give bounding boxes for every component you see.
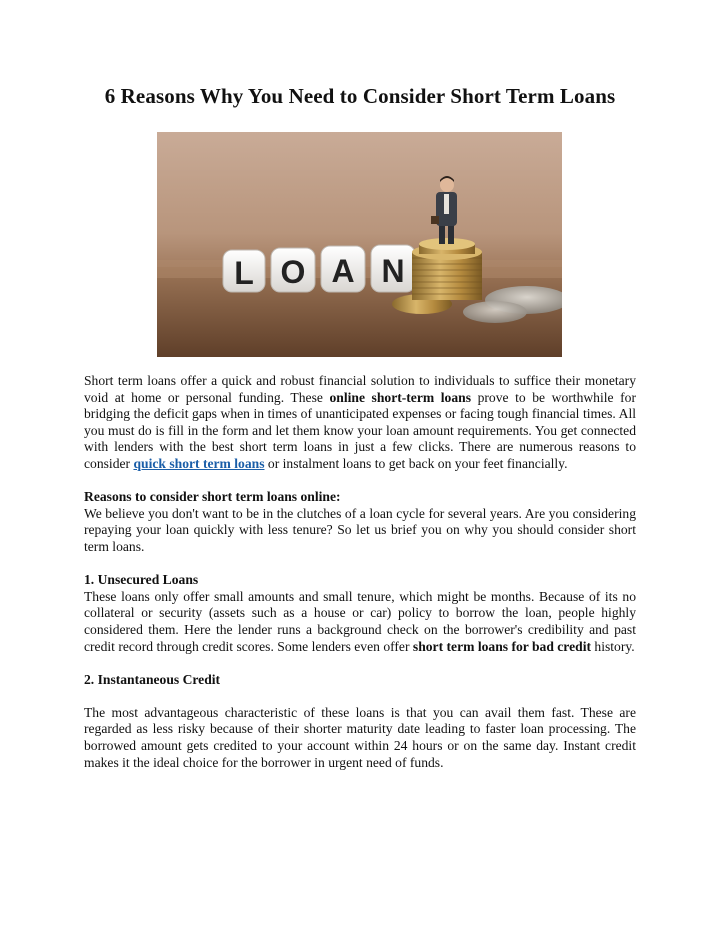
reasons-paragraph: We believe you don't want to be in the clutches of a loan cycle for several years. Are you considering repaying your loan quickly with less tenure? So let us brief you on why you should consider short term loans. — [84, 505, 636, 554]
page-title: 6 Reasons Why You Need to Consider Short Term Loans — [104, 84, 616, 108]
article-body — [84, 373, 636, 771]
block-letter: O — [280, 254, 306, 290]
spacer — [84, 655, 636, 672]
loan-photo-illustration — [157, 132, 562, 357]
intro-text: prove to be worthwhile for bridging the deficit gaps when in times of unanticipated expenses or facing tough financial times. All you must do is fill in the form and let them know your loan amount requirements. You get connected with lenders with the best short term loans in just a few clicks. There are numerous reasons to consider — [84, 389, 636, 471]
spacer — [84, 556, 636, 573]
intro-bold-text: online short-term loans — [329, 389, 471, 405]
section1-text: These loans only offer small amounts and small tenure, which might be months. Because of its no collateral or security (assets such as a house or car) policy to borrow the loan, people highly considered them. Here the lender runs a background check on the borrower's credibility and past credit record through credit scores. Some lenders even offer — [84, 588, 636, 654]
section1-heading: 1. Unsecured Loans — [84, 572, 199, 588]
block-letter: L — [234, 255, 254, 291]
intro-text: Short term loans offer a quick and robust financial solution to individuals to suffice their monetary void at home or personal funding. These — [84, 373, 636, 405]
spacer — [84, 473, 636, 490]
section2-paragraph: The most advantageous characteristic of these loans is that you can avail them fast. These are regarded as less risky because of their shorter maturity date leading to faster loan processing. The borrowed amount gets credited to your account within 24 hours or on the same day. Instant credit makes it the ideal choice for the borrower in urgent need of funds. — [84, 704, 636, 770]
intro-paragraph — [84, 373, 636, 473]
section1-text: history. — [591, 638, 635, 654]
intro-text: or instalment loans to get back on your feet financially. — [264, 455, 568, 471]
loan-hero-image — [157, 132, 562, 357]
coin-stacks — [412, 238, 482, 300]
section2-heading: 2. Instantaneous Credit — [84, 671, 221, 687]
reasons-heading: Reasons to consider short term loans online: — [84, 489, 341, 505]
section1-bold-text: short term loans for bad credit — [412, 638, 591, 654]
block-letter: A — [331, 253, 355, 289]
spacer — [84, 688, 636, 705]
section1-paragraph — [84, 589, 636, 655]
quick-short-term-loans-link[interactable]: quick short term loans — [133, 455, 265, 471]
block-letter: N — [381, 253, 405, 289]
